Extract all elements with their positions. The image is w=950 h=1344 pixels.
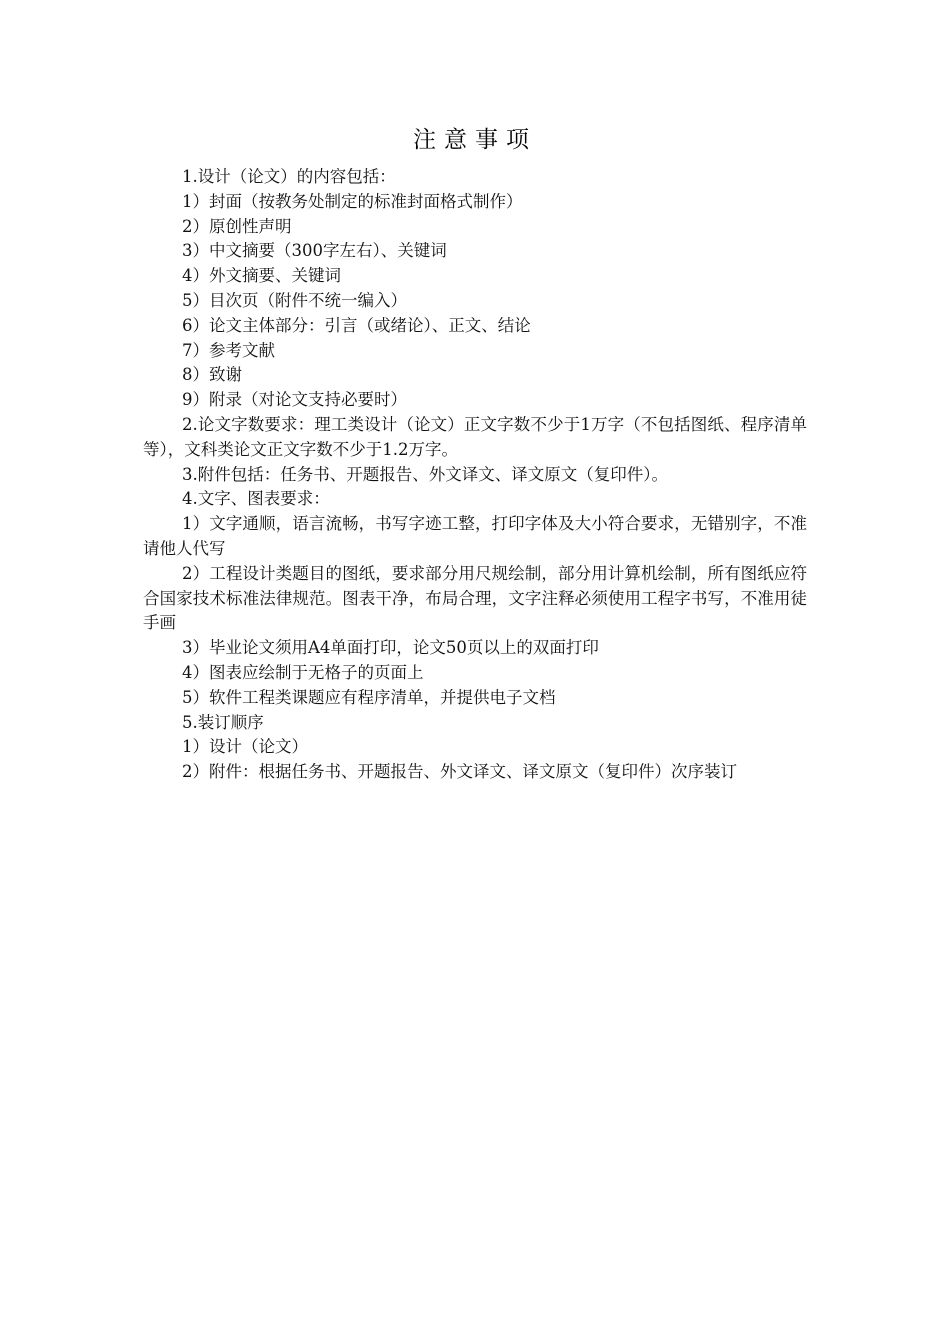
content-item-acknowledgements: 8）致谢 bbox=[182, 365, 242, 385]
content-item-declaration: 2）原创性声明 bbox=[182, 216, 292, 236]
content-item-references: 7）参考文献 bbox=[182, 340, 275, 360]
content-heading: 1.设计（论文）的内容包括： bbox=[182, 167, 396, 186]
content-item-cover: 1）封面（按教务处制定的标准封面格式制作） bbox=[182, 191, 523, 211]
binding-item-attachments: 2）附件：根据任务书、开题报告、外文译文、译文原文（复印件）次序装订 bbox=[182, 762, 737, 782]
content-item-contents-page: 5）目次页（附件不统一编入） bbox=[182, 290, 407, 310]
text-requirement: 1）文字通顺，语言流畅，书写字迹工整，打印字体及大小符合要求，无错别字，不准请他人代写 bbox=[143, 514, 807, 558]
content-item-main-body: 6）论文主体部分：引言（或绪论）、正文、结论 bbox=[182, 315, 531, 335]
content-item-foreign-abstract: 4）外文摘要、关键词 bbox=[182, 266, 341, 286]
figure-page-requirement: 4）图表应绘制于无格子的页面上 bbox=[182, 662, 424, 682]
binding-item-thesis: 1）设计（论文） bbox=[182, 737, 308, 757]
attachments-list: 3.附件包括：任务书、开题报告、外文译文、译文原文（复印件）。 bbox=[182, 464, 668, 484]
content-item-chinese-abstract: 3）中文摘要（300字左右）、关键词 bbox=[182, 241, 447, 261]
page-title: 注意事项 bbox=[413, 127, 537, 153]
word-count-requirement: 2.论文字数要求：理工类设计（论文）正文字数不少于1万字（不包括图纸、程序清单等），文科类论文正文字数不少于1.2万字。 bbox=[143, 414, 807, 459]
content-item-appendix: 9）附录（对论文支持必要时） bbox=[182, 390, 407, 410]
drawing-requirement: 2）工程设计类题目的图纸，要求部分用尺规绘制，部分用计算机绘制，所有图纸应符合国家技术标准法律规范。图表干净，布局合理，文字注释必须使用工程字书写，不准用徒手画 bbox=[143, 563, 807, 633]
software-requirement: 5）软件工程类课题应有程序清单，并提供电子文档 bbox=[182, 687, 556, 707]
binding-order-heading: 5.装订顺序 bbox=[182, 712, 264, 732]
notes-body bbox=[143, 165, 807, 785]
text-figure-heading: 4.文字、图表要求： bbox=[182, 489, 330, 509]
printing-requirement: 3）毕业论文须用A4单面打印，论文50页以上的双面打印 bbox=[182, 638, 599, 658]
